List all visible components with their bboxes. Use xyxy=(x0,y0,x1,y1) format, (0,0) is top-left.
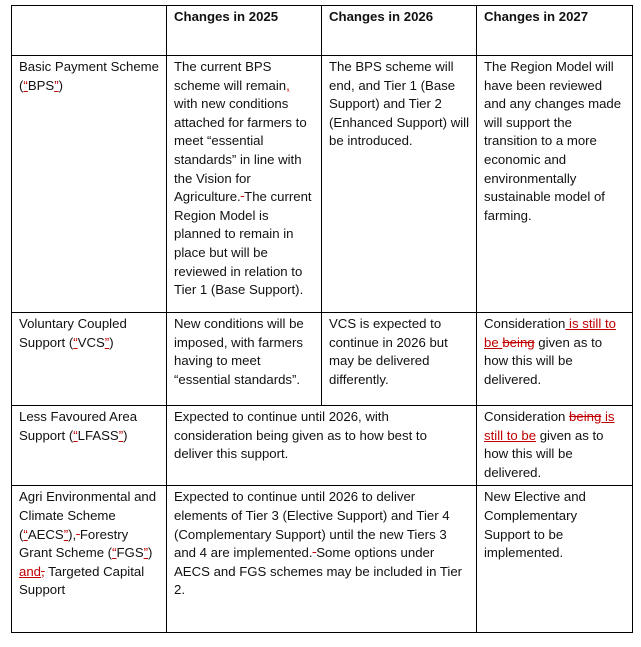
table-row xyxy=(12,313,633,406)
table-row xyxy=(12,406,633,486)
header-2027: Changes in 2027 xyxy=(477,6,633,56)
row-label-bps: Basic Payment Scheme (“BPS”) xyxy=(12,56,167,313)
tracked-insertion: is still to be xyxy=(484,409,615,443)
aecs-2027-cell: New Elective and Complementary Support to be implemented. xyxy=(477,486,633,633)
table-row xyxy=(12,486,633,633)
tracked-insertion: and xyxy=(19,563,42,579)
bps-2026-cell: The BPS scheme will end, and Tier 1 (Base Support) and Tier 2 (Enhanced Support) will be introduced. xyxy=(322,56,477,313)
tracked-insertion: , xyxy=(286,77,290,93)
row-label-vcs: Voluntary Coupled Support (“VCS”) xyxy=(12,313,167,406)
bps-2025-cell: The current BPS scheme will remain, with new conditions attached for farmers to meet “essential standards” in line with the Vision for Agriculture. The current Region Model is planned to remain in place but will be reviewed in relation to Tier 1 (Base Support). xyxy=(167,56,322,313)
tracked-deletion: being xyxy=(569,409,602,424)
changes-table xyxy=(11,5,633,633)
table-row xyxy=(12,56,633,313)
lfass-2025-2026-cell: Expected to continue until 2026, with consideration being given as to how best to deliver this support. xyxy=(167,406,477,486)
tracked-insertion: is still to be xyxy=(484,316,616,350)
aecs-2025-2026-cell: Expected to continue until 2026 to deliver elements of Tier 3 (Elective Support) and Tier 4 (Complementary Support) until the new Tiers 3 and 4 are implemented. Some options under AECS and FGS schemes may be included in Tier 2. xyxy=(167,486,477,633)
vcs-2025-cell: New conditions will be imposed, with farmers having to meet “essential standards”. xyxy=(167,313,322,406)
header-2026: Changes in 2026 xyxy=(322,6,477,56)
row-label-lfass: Less Favoured Area Support (“LFASS”) xyxy=(12,406,167,486)
header-blank-cell xyxy=(12,6,167,56)
vcs-2026-cell: VCS is expected to continue in 2026 but may be delivered differently. xyxy=(322,313,477,406)
bps-2027-cell: The Region Model will have been reviewed and any changes made will support the transition to a more economic and environmentally sustainable model of farming. xyxy=(477,56,633,313)
header-row xyxy=(12,6,633,56)
header-2025: Changes in 2025 xyxy=(167,6,322,56)
tracked-deletion: being xyxy=(502,334,535,350)
row-label-aecs: Agri Environmental and Climate Scheme (“AECS”), Forestry Grant Scheme (“FGS”) and, Targeted Capital Support xyxy=(12,486,167,633)
vcs-2027-cell: Consideration is still to be being given as to how this will be delivered. xyxy=(477,313,633,406)
lfass-2027-cell: Consideration being is still to be given as to how this will be delivered. xyxy=(477,406,633,486)
tracked-deletion: , xyxy=(41,563,45,579)
